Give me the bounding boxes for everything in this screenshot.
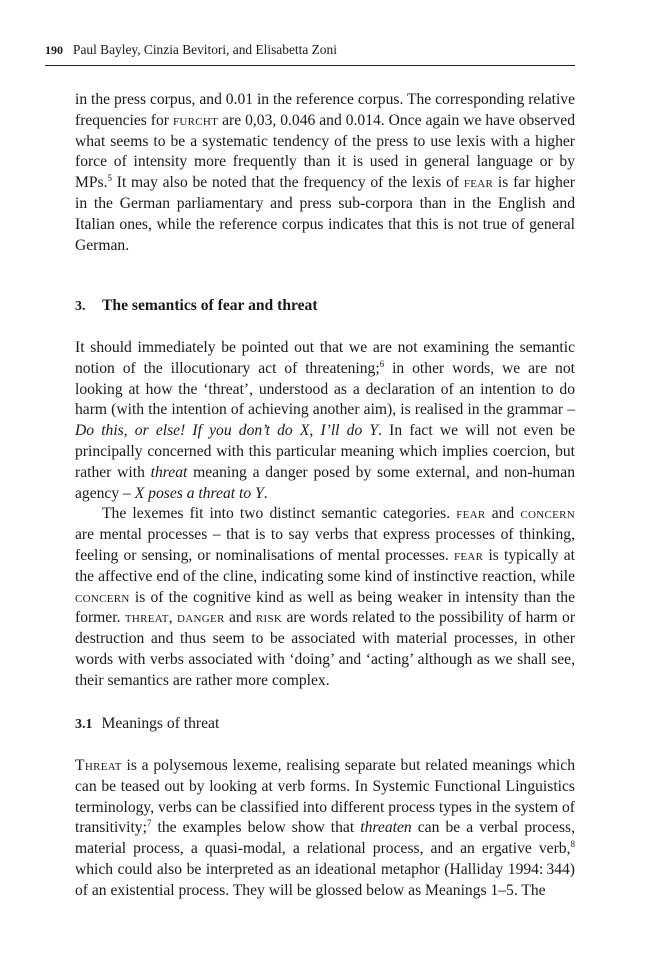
footnote-ref[interactable]: 7 [146, 818, 152, 829]
subsection-number: 3.1 [75, 717, 93, 732]
paragraph-4: Threat is a polysemous lexeme, realising separate but related meanings which can be teased out by looking at verb forms. In Systemic Functional Linguistics terminology, verbs can be classified into different process types in the system of transitivity;$^7$ the examples below show that threaten can be a verbal process, material process, a quasi-modal, a relational process, and an ergative verb,$^8$ which could also be interpreted as an ideational metaphor (Halliday 1994: 344) of an existential process. They will be glossed below as Meanings 1–5. The [75, 757, 575, 899]
section-heading-3 [75, 296, 318, 317]
small-caps-term: fear [454, 546, 484, 564]
small-caps-term: danger [177, 609, 225, 627]
small-caps-term: concern [520, 505, 576, 523]
footnote-ref[interactable]: 8 [570, 839, 575, 850]
subsection-heading-3-1 [75, 714, 219, 735]
small-caps-term: threat [124, 609, 169, 627]
paragraph-2: It should immediately be pointed out that we are not examining the semantic notion of the illocutionary act of threatening;$^6$ in other words, we are not looking at how the ‘threat’, understood as a declaration of an intention to do harm (with the intention of achieving another aim), is realised in the grammar – Do this, or else! If you don’t do X, I’ll do Y. In fact we will not even be principally concerned with this particular meaning which implies coercion, but rather with threat meaning a danger posed by some external, and non-human agency – X poses a threat to Y. The lexemes fit into two distinct semantic categories. fear and concern are mental processes – that is to say verbs that express processes of thinking, feeling or sensing, or nominalisations of mental processes. fear is typically at the affective end of the cline, indicating some kind of instinctive reaction, while concern is of the cognitive kind as well as being weaker in intensity than the former. threat, danger and risk are words related to the possibility of harm or destruction and thus seem to be associated with material processes, in other words with verbs associated with ‘doing’ and ‘acting’ although as we shall see, their semantics are rather more complex. [75, 338, 575, 692]
small-caps-term: fear [463, 174, 494, 192]
section-number: 3. [75, 299, 86, 314]
running-head-authors: Paul Bayley, Cinzia Bevitori, and Elisabetta Zoni [73, 42, 337, 57]
subsection-title: Meanings of threat [101, 715, 220, 732]
header-rule [45, 65, 575, 66]
small-caps-term: risk [255, 609, 283, 627]
small-caps-term: furcht [172, 111, 219, 129]
footnote-ref[interactable]: 6 [379, 358, 385, 369]
term-italic: threat [150, 463, 188, 481]
page-number: 190 [45, 43, 63, 57]
small-caps-term: Threat [75, 757, 122, 774]
example-italic: X poses a threat to Y [134, 484, 264, 502]
running-head [45, 41, 575, 59]
paragraph-3: The lexemes fit into two distinct semantic categories. fear and concern are mental processes – that is to say verbs that express processes of thinking, feeling or sensing, or nominalisations of mental processes. fear is typically at the affective end of the cline, indicating some kind of instinctive reaction, while concern is of the cognitive kind as well as being weaker in intensity than the former. threat, danger and risk are words related to the possibility of harm or destruction and thus seem to be associated with material processes, in other words with verbs associated with ‘doing’ and ‘acting’ although as we shall see, their semantics are rather more complex. [75, 505, 576, 689]
example-italic: Do this, or else! If you don’t do X, I’ll do Y [75, 422, 379, 440]
paragraph-1: in the press corpus, and 0.01 in the reference corpus. The corresponding relative frequencies for furcht are 0,03, 0.046 and 0.014. Once again we have observed what seems to be a systematic tendency of the press to use lexis with a higher force of intensity more frequently than it is used in general language or by MPs.$^5$ It may also be noted that the frequency of the lexis of fear is far higher in the German parliamentary and press sub-corpora than in the English and Italian ones, while the reference corpus indicates that this is not true of general German. [75, 91, 576, 254]
small-caps-term: fear [456, 505, 486, 523]
footnote-ref[interactable]: 5 [107, 173, 113, 184]
term-italic: threaten [360, 819, 412, 837]
section-title: The semantics of fear and threat [102, 297, 318, 314]
small-caps-term: concern [75, 588, 130, 606]
